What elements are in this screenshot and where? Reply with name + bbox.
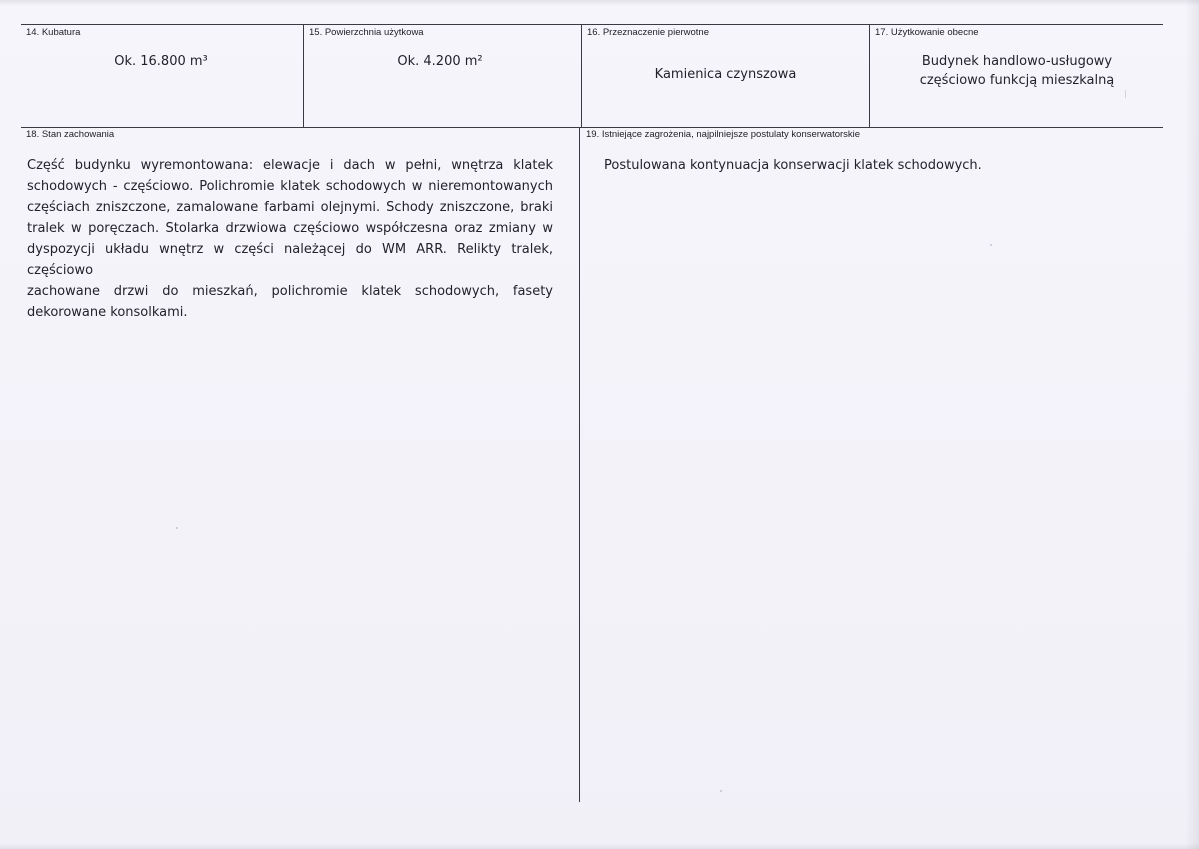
scan-speck bbox=[990, 244, 992, 246]
powierzchnia-label: 15. Powierzchnia użytkowa bbox=[309, 27, 424, 38]
stan-line: zachowane drzwi do mieszkań, polichromie klatek schodowych, fasety bbox=[27, 284, 553, 299]
stan-line: schodowych - częściowo. Polichromie klatek schodowych w nieremontowanych bbox=[27, 179, 553, 194]
uzytkowanie-value bbox=[871, 52, 1163, 90]
cell-divider-14-15 bbox=[303, 24, 304, 128]
stan-value bbox=[27, 155, 553, 323]
table-top-border bbox=[21, 24, 1163, 25]
kubatura-value: Ok. 16.800 m³ bbox=[114, 54, 208, 69]
przeznaczenie-value: Kamienica czynszowa bbox=[654, 67, 797, 82]
uzytkowanie-value-line2: częściowo funkcją mieszkalną bbox=[919, 73, 1115, 88]
scan-edge-bottom bbox=[0, 843, 1199, 849]
scan-speck bbox=[176, 527, 178, 529]
cell-divider-15-16 bbox=[581, 24, 582, 128]
stan-line: Część budynku wyremontowana: elewacje i dach w pełni, wnętrza klatek bbox=[27, 158, 553, 173]
section-divider-18-19 bbox=[579, 127, 580, 802]
stan-line: dekorowane konsolkami. bbox=[27, 305, 188, 320]
stan-line: częściach zniszczone, zamalowane farbami olejnymi. Schody zniszczone, braki bbox=[27, 200, 553, 215]
scan-edge-right bbox=[1185, 0, 1199, 849]
scan-edge-top bbox=[0, 0, 1199, 6]
stan-line: tralek w poręczach. Stolarka drzwiowa częściowo współczesna oraz zmiany w bbox=[27, 221, 553, 236]
uzytkowanie-label: 17. Użytkowanie obecne bbox=[875, 27, 979, 38]
stan-label: 18. Stan zachowania bbox=[26, 129, 115, 140]
table-row-divider bbox=[21, 127, 1163, 128]
zagrozenia-label: 19. Istniejące zagrożenia, najpilniejsze postulaty konserwatorskie bbox=[586, 129, 861, 140]
cell-divider-16-17 bbox=[869, 24, 870, 128]
przeznaczenie-label: 16. Przeznaczenie pierwotne bbox=[587, 27, 709, 38]
stan-line: dyspozycji układu wnętrz w części należącej do WM ARR. Relikty tralek, częściowo bbox=[27, 242, 553, 278]
zagrozenia-value: Postulowana kontynuacja konserwacji klatek schodowych. bbox=[604, 158, 982, 173]
kubatura-label: 14. Kubatura bbox=[26, 27, 81, 38]
scan-speck bbox=[720, 790, 722, 792]
uzytkowanie-value-line1: Budynek handlowo-usługowy bbox=[921, 54, 1113, 69]
scan-speck bbox=[1125, 90, 1126, 98]
powierzchnia-value: Ok. 4.200 m² bbox=[397, 54, 483, 69]
